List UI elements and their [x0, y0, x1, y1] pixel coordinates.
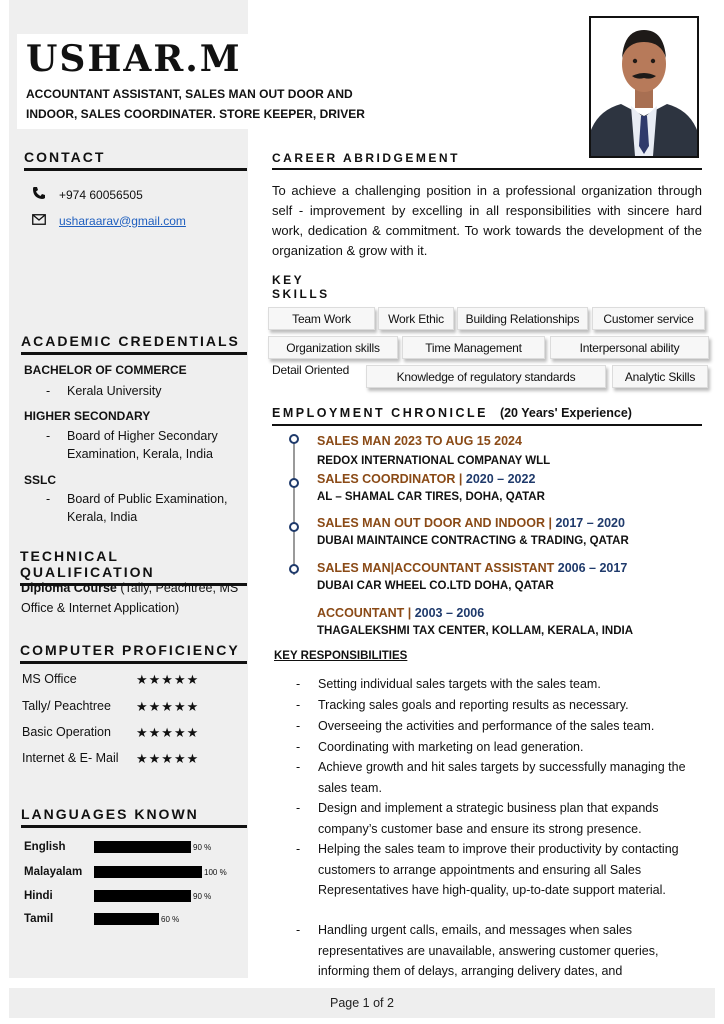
languages-heading: LANGUAGES KNOWN: [21, 806, 247, 828]
star-rating: ★★★★★: [136, 725, 200, 740]
contact-phone-row: [32, 186, 143, 203]
language-row: English 90 %: [24, 841, 212, 853]
academic-heading: ACADEMIC CREDENTIALS: [21, 333, 247, 355]
contact-phone: +974 60056505: [59, 187, 143, 202]
phone-icon: [32, 186, 50, 203]
job-title: ACCOUNTANT | 2003 – 2006: [317, 606, 485, 620]
degree-detail: - Board of Public Examination, Kerala, India: [46, 492, 228, 524]
skill-tag: Work Ethic: [378, 307, 454, 330]
skill-tag: Building Relationships: [457, 307, 588, 330]
responsibility-item: - Overseeing the activities and performance of the sales team.: [296, 719, 655, 733]
timeline-dot: [289, 522, 299, 532]
technical-detail: Diploma Course (Tally, Peachtree, MS Office & Internet Application): [21, 581, 239, 615]
employment-subtitle: (20 Years' Experience): [499, 406, 632, 420]
degree-detail: - Board of Higher Secondary Examination, Kerala, India: [46, 429, 218, 461]
technical-heading: TECHNICAL QUALIFICATION: [20, 548, 247, 586]
language-row: Hindi 90 %: [24, 890, 212, 902]
responsibility-item: - Tracking sales goals and reporting results as necessary.: [296, 698, 629, 712]
star-rating: ★★★★★: [136, 672, 200, 687]
star-rating: ★★★★★: [136, 751, 200, 766]
proficiency-row: Basic Operation ★★★★★: [22, 725, 200, 740]
degree-title: BACHELOR OF COMMERCE: [24, 363, 187, 377]
language-row: Malayalam 100 %: [24, 866, 227, 878]
language-level-bar: [94, 890, 191, 902]
responsibility-item: - Design and implement a strategic business plan that expands company’s customer base and ensure its strong presence.: [296, 801, 659, 836]
contact-email-link[interactable]: usharaarav@gmail.com: [59, 213, 186, 228]
star-rating: ★★★★★: [136, 699, 200, 714]
skill-tag: Detail Oriented: [272, 362, 350, 377]
skill-tag: Interpersonal ability: [550, 336, 709, 359]
computer-heading: COMPUTER PROFICIENCY: [20, 642, 247, 664]
skill-tag: Knowledge of regulatory standards: [366, 365, 606, 388]
language-level-bar: [94, 841, 191, 853]
contact-email-row: [32, 213, 186, 228]
job-company: AL – SHAMAL CAR TIRES, DOHA, QATAR: [317, 491, 545, 503]
job-title: SALES MAN|ACCOUNTANT ASSISTANT 2006 – 2017: [317, 561, 628, 575]
profile-photo-icon: [591, 18, 697, 156]
proficiency-row: Tally/ Peachtree ★★★★★: [22, 699, 200, 714]
proficiency-row: Internet & E- Mail ★★★★★: [22, 751, 200, 766]
proficiency-row: MS Office ★★★★★: [22, 672, 200, 687]
language-level-bar: [94, 913, 159, 925]
job-company: DUBAI CAR WHEEL CO.LTD DOHA, QATAR: [317, 580, 554, 592]
employment-heading: EMPLOYMENT CHRONICLE (20 Years' Experience): [272, 406, 702, 426]
timeline-dot: [289, 564, 299, 574]
degree-detail: - Kerala University: [46, 384, 162, 398]
profile-photo: [589, 16, 699, 158]
language-level-bar: [94, 866, 202, 878]
language-row: Tamil 60 %: [24, 913, 180, 925]
skill-tag: Organization skills: [268, 336, 398, 359]
page-indicator: Page 1 of 2: [9, 988, 715, 1018]
career-heading: CAREER ABRIDGEMENT: [272, 151, 702, 170]
contact-heading: CONTACT: [24, 149, 247, 171]
degree-title: SSLC: [24, 473, 57, 487]
timeline-dot: [289, 478, 299, 488]
skill-tag: Time Management: [402, 336, 545, 359]
responsibility-item: - Setting individual sales targets with the sales team.: [296, 677, 601, 691]
responsibility-item: - Helping the sales team to improve their productivity by contacting customers to arrange appointments and ensuring all Sales Representatives have high-quality, up-to-date support material.: [296, 842, 679, 897]
skill-tag: Analytic Skills: [612, 365, 708, 388]
skill-tag: Customer service: [592, 307, 705, 330]
job-title: SALES MAN OUT DOOR AND INDOOR | 2017 – 2020: [317, 516, 625, 530]
envelope-icon: [32, 213, 50, 228]
job-title: SALES MAN 2023 TO AUG 15 2024: [317, 434, 522, 448]
degree-title: HIGHER SECONDARY: [24, 409, 151, 423]
responsibility-item: - Achieve growth and hit sales targets by successfully managing the sales team.: [296, 760, 686, 795]
sidebar: [9, 0, 248, 978]
responsibility-item: - Handling urgent calls, emails, and messages when sales representatives are unavailable, answering customer queries, informing them of delays, arranging delivery dates, and: [296, 923, 659, 978]
job-title: SALES COORDINATOR | 2020 – 2022: [317, 472, 536, 486]
timeline-dot: [289, 434, 299, 444]
responsibilities-heading: KEY RESPONSIBILITIES: [274, 650, 408, 662]
job-company: DUBAI MAINTAINCE CONTRACTING & TRADING, QATAR: [317, 535, 629, 547]
job-company: REDOX INTERNATIONAL COMPANAY WLL: [317, 455, 551, 467]
timeline-line: [293, 440, 295, 575]
skill-tag: Team Work: [268, 307, 375, 330]
career-summary: To achieve a challenging position in a professional organization through self - improvement by excelling in all responsibilities with sincere hard work, dedication & commitment. To work towards the development of the organization & grow with it.: [272, 183, 702, 258]
candidate-roles: ACCOUNTANT ASSISTANT, SALES MAN OUT DOOR AND INDOOR, SALES COORDINATER. STORE KEEPER, DRIVER: [26, 87, 365, 121]
candidate-name: USHAR.M: [26, 38, 242, 80]
job-company: THAGALEKSHMI TAX CENTER, KOLLAM, KERALA, INDIA: [317, 625, 634, 637]
responsibility-item: - Coordinating with marketing on lead generation.: [296, 740, 584, 754]
